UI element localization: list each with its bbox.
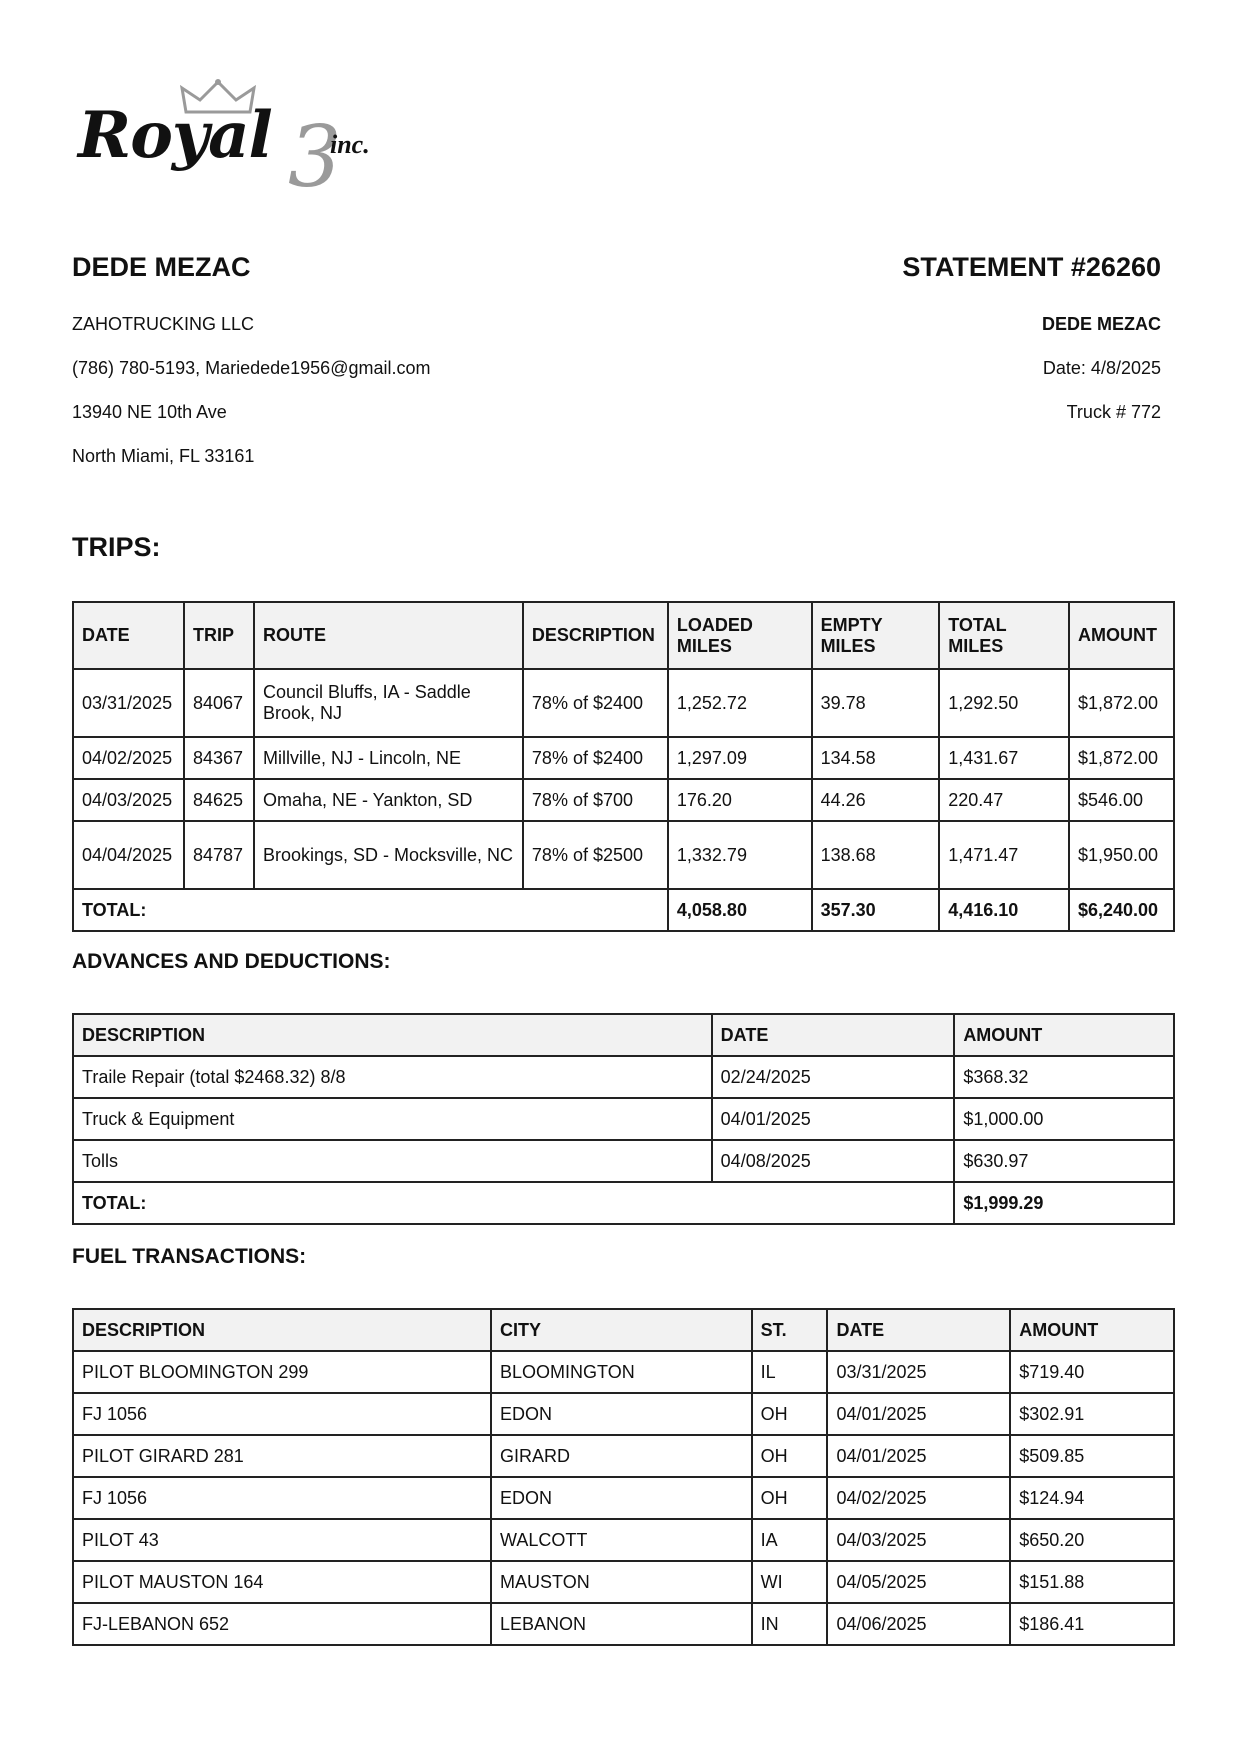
- table-cell: FJ 1056: [73, 1393, 491, 1435]
- advances-table: [72, 1013, 1175, 1225]
- statement-driver-name: DEDE MEZAC: [1041, 314, 1161, 334]
- advances-title: ADVANCES AND DEDUCTIONS:: [72, 950, 391, 973]
- table-cell: 138.68: [812, 821, 940, 889]
- column-header: DESCRIPTION: [523, 602, 668, 669]
- table-cell: Council Bluffs, IA - Saddle Brook, NJ: [254, 669, 523, 737]
- table-cell: 84625: [184, 779, 254, 821]
- column-header: LOADED MILES: [668, 602, 812, 669]
- table-cell: GIRARD: [491, 1435, 752, 1477]
- table-row: [73, 821, 1174, 889]
- table-cell: 04/03/2025: [73, 779, 184, 821]
- trips-title: TRIPS:: [72, 532, 161, 562]
- table-cell: PILOT 43: [73, 1519, 491, 1561]
- table-cell: Tolls: [73, 1140, 712, 1182]
- table-cell: 04/02/2025: [73, 737, 184, 779]
- table-cell: OH: [752, 1477, 828, 1519]
- table-cell: 1,431.67: [939, 737, 1069, 779]
- table-cell: $186.41: [1010, 1603, 1174, 1645]
- table-row: [73, 1140, 1174, 1182]
- table-row: [73, 1477, 1174, 1519]
- company-logo: [78, 78, 388, 206]
- table-cell: $1,950.00: [1069, 821, 1174, 889]
- table-row: [73, 737, 1174, 779]
- logo-suffix: inc.: [330, 130, 370, 159]
- logo-script: Royal: [78, 98, 272, 173]
- table-cell: OH: [752, 1435, 828, 1477]
- table-cell: IN: [752, 1603, 828, 1645]
- table-cell: $650.20: [1010, 1519, 1174, 1561]
- table-cell: 04/03/2025: [827, 1519, 1010, 1561]
- address-line-1: 13940 NE 10th Ave: [72, 402, 227, 422]
- table-cell: 1,252.72: [668, 669, 812, 737]
- total-loaded-miles: 4,058.80: [668, 889, 812, 931]
- table-row: [73, 1056, 1174, 1098]
- table-cell: 84367: [184, 737, 254, 779]
- table-cell: 04/01/2025: [827, 1393, 1010, 1435]
- table-cell: 84067: [184, 669, 254, 737]
- column-header: AMOUNT: [954, 1014, 1174, 1056]
- total-amount: $1,999.29: [954, 1182, 1174, 1224]
- company-name: ZAHOTRUCKING LLC: [72, 314, 255, 334]
- table-cell: FJ-LEBANON 652: [73, 1603, 491, 1645]
- table-cell: 220.47: [939, 779, 1069, 821]
- table-cell: 03/31/2025: [73, 669, 184, 737]
- column-header: CITY: [491, 1309, 752, 1351]
- table-cell: 39.78: [812, 669, 940, 737]
- table-cell: PILOT MAUSTON 164: [73, 1561, 491, 1603]
- column-header: ROUTE: [254, 602, 523, 669]
- table-cell: 78% of $700: [523, 779, 668, 821]
- table-cell: 04/05/2025: [827, 1561, 1010, 1603]
- table-cell: IL: [752, 1351, 828, 1393]
- table-row: [73, 1098, 1174, 1140]
- column-header: DATE: [827, 1309, 1010, 1351]
- table-cell: 04/02/2025: [827, 1477, 1010, 1519]
- driver-info: [72, 302, 430, 478]
- contact-line: (786) 780-5193, Mariedede1956@gmail.com: [72, 358, 431, 378]
- table-cell: 1,471.47: [939, 821, 1069, 889]
- address-line-2: North Miami, FL 33161: [72, 446, 255, 466]
- fuel-table: [72, 1308, 1175, 1646]
- column-header: EMPTY MILES: [812, 602, 940, 669]
- column-header: TRIP: [184, 602, 254, 669]
- column-header: AMOUNT: [1010, 1309, 1174, 1351]
- advances-total-row: [73, 1182, 1174, 1224]
- table-cell: PILOT BLOOMINGTON 299: [73, 1351, 491, 1393]
- table-cell: LEBANON: [491, 1603, 752, 1645]
- table-cell: $368.32: [954, 1056, 1174, 1098]
- table-cell: 1,292.50: [939, 669, 1069, 737]
- table-cell: 134.58: [812, 737, 940, 779]
- table-row: [73, 1435, 1174, 1477]
- table-row: [73, 1393, 1174, 1435]
- truck-number: Truck # 772: [1066, 402, 1161, 422]
- total-miles: 4,416.10: [939, 889, 1069, 931]
- table-cell: PILOT GIRARD 281: [73, 1435, 491, 1477]
- statement-info: [1042, 302, 1161, 434]
- total-label: TOTAL:: [73, 889, 668, 931]
- table-cell: $719.40: [1010, 1351, 1174, 1393]
- table-cell: 04/01/2025: [712, 1098, 955, 1140]
- table-cell: BLOOMINGTON: [491, 1351, 752, 1393]
- table-cell: EDON: [491, 1393, 752, 1435]
- table-row: [73, 1603, 1174, 1645]
- column-header: ST.: [752, 1309, 828, 1351]
- total-label: TOTAL:: [73, 1182, 954, 1224]
- driver-name-heading: DEDE MEZAC: [72, 252, 251, 282]
- trips-table: [72, 601, 1175, 932]
- total-empty-miles: 357.30: [812, 889, 940, 931]
- logo-numeral: 3: [288, 108, 342, 206]
- fuel-header-row: [73, 1309, 1174, 1351]
- table-cell: MAUSTON: [491, 1561, 752, 1603]
- table-cell: EDON: [491, 1477, 752, 1519]
- column-header: TOTAL MILES: [939, 602, 1069, 669]
- table-cell: 03/31/2025: [827, 1351, 1010, 1393]
- column-header: AMOUNT: [1069, 602, 1174, 669]
- table-cell: 44.26: [812, 779, 940, 821]
- advances-header-row: [73, 1014, 1174, 1056]
- table-row: [73, 669, 1174, 737]
- trips-total-row: [73, 889, 1174, 931]
- table-cell: $509.85: [1010, 1435, 1174, 1477]
- table-cell: 04/04/2025: [73, 821, 184, 889]
- table-cell: Traile Repair (total $2468.32) 8/8: [73, 1056, 712, 1098]
- column-header: DESCRIPTION: [73, 1014, 712, 1056]
- column-header: DESCRIPTION: [73, 1309, 491, 1351]
- table-cell: 78% of $2500: [523, 821, 668, 889]
- table-cell: Millville, NJ - Lincoln, NE: [254, 737, 523, 779]
- table-cell: 04/06/2025: [827, 1603, 1010, 1645]
- table-cell: $630.97: [954, 1140, 1174, 1182]
- table-cell: $124.94: [1010, 1477, 1174, 1519]
- table-cell: OH: [752, 1393, 828, 1435]
- table-cell: 1,332.79: [668, 821, 812, 889]
- table-row: [73, 779, 1174, 821]
- table-cell: 84787: [184, 821, 254, 889]
- table-cell: FJ 1056: [73, 1477, 491, 1519]
- table-cell: WI: [752, 1561, 828, 1603]
- table-row: [73, 1351, 1174, 1393]
- total-amount: $6,240.00: [1069, 889, 1174, 931]
- table-cell: 78% of $2400: [523, 669, 668, 737]
- table-row: [73, 1519, 1174, 1561]
- column-header: DATE: [712, 1014, 955, 1056]
- statement-number-heading: STATEMENT #26260: [902, 252, 1161, 282]
- trips-header-row: [73, 602, 1174, 669]
- table-cell: Brookings, SD - Mocksville, NC: [254, 821, 523, 889]
- fuel-title: FUEL TRANSACTIONS:: [72, 1245, 307, 1268]
- table-cell: $1,872.00: [1069, 737, 1174, 779]
- table-cell: 176.20: [668, 779, 812, 821]
- table-row: [73, 1561, 1174, 1603]
- table-cell: $1,872.00: [1069, 669, 1174, 737]
- table-cell: 04/01/2025: [827, 1435, 1010, 1477]
- table-cell: $546.00: [1069, 779, 1174, 821]
- table-cell: $1,000.00: [954, 1098, 1174, 1140]
- table-cell: $302.91: [1010, 1393, 1174, 1435]
- table-cell: WALCOTT: [491, 1519, 752, 1561]
- table-cell: IA: [752, 1519, 828, 1561]
- table-cell: Truck & Equipment: [73, 1098, 712, 1140]
- table-cell: Omaha, NE - Yankton, SD: [254, 779, 523, 821]
- column-header: DATE: [73, 602, 184, 669]
- table-cell: 1,297.09: [668, 737, 812, 779]
- table-cell: 02/24/2025: [712, 1056, 955, 1098]
- table-cell: 78% of $2400: [523, 737, 668, 779]
- table-cell: 04/08/2025: [712, 1140, 955, 1182]
- table-cell: $151.88: [1010, 1561, 1174, 1603]
- statement-date: Date: 4/8/2025: [1042, 358, 1161, 378]
